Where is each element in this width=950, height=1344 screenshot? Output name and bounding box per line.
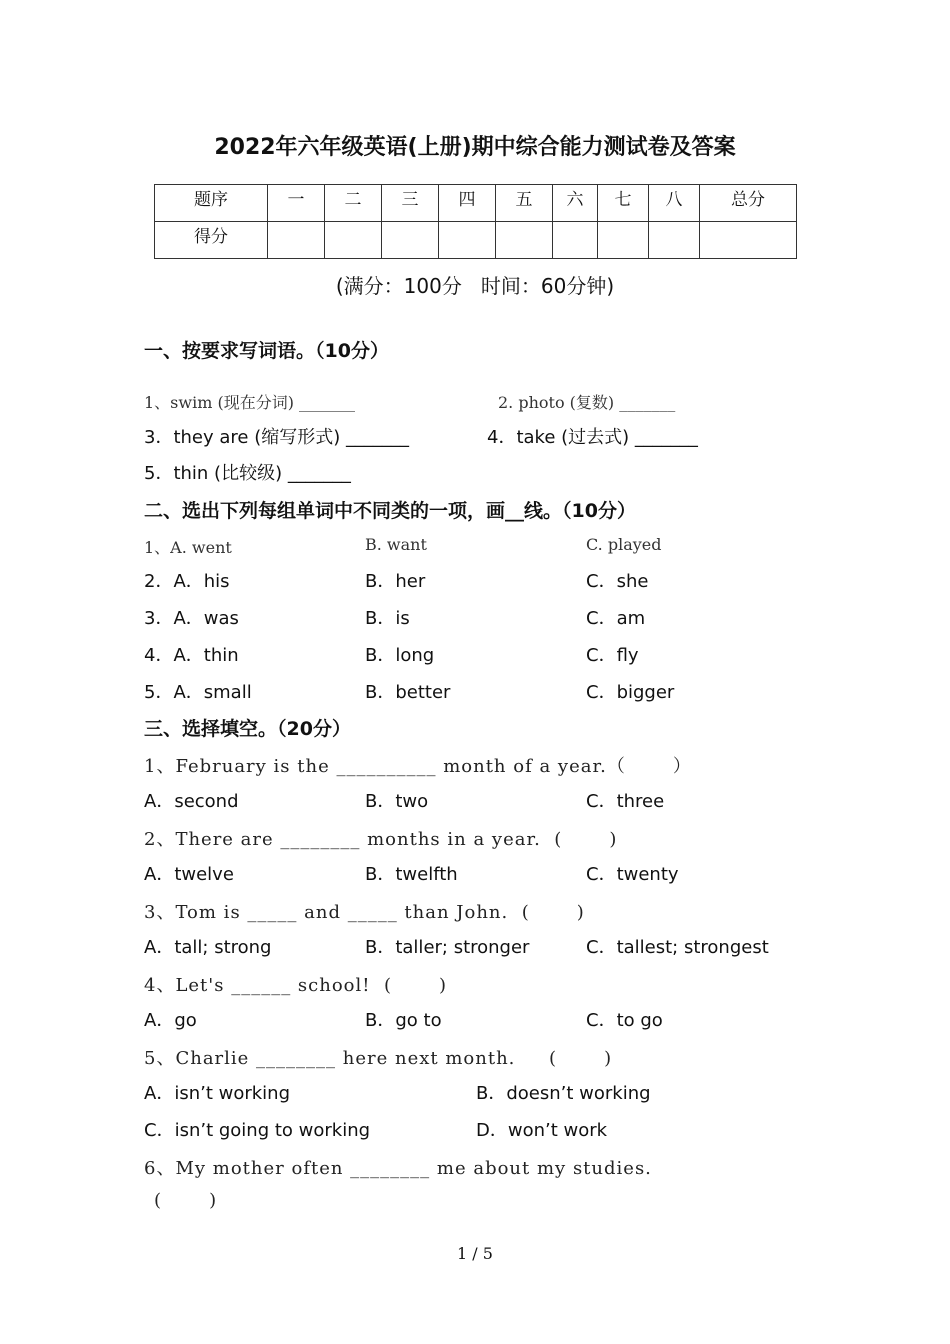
s3-q4-c: C．to go	[586, 1010, 663, 1031]
exam-note: (满分：100分 时间：60分钟)	[335, 274, 615, 298]
s3-q4: 4、Let's ______ school! ( )	[144, 975, 448, 996]
score-blank	[700, 222, 797, 259]
s1-q2: 2. photo (复数) _______	[498, 393, 676, 412]
s2-r4-a: 4．A．thin	[144, 645, 239, 666]
score-table-cell: 三	[382, 185, 439, 222]
s3-q4-b: B．go to	[365, 1010, 442, 1031]
s3-q5-a: A．isn’t working	[144, 1083, 290, 1104]
s3-q5-b: B．doesn’t working	[476, 1083, 651, 1104]
s2-r5-a: 5．A．small	[144, 682, 252, 703]
score-table-cell: 八	[649, 185, 700, 222]
score-blank	[325, 222, 382, 259]
s2-r1-b: B. want	[365, 535, 427, 554]
section2-heading: 二、选出下列每组单词中不同类的一项，画__线。（10分）	[144, 500, 636, 522]
s2-r2-b: B．her	[365, 571, 426, 592]
s3-q3-a: A．tall; strong	[144, 937, 272, 958]
score-table-cell: 二	[325, 185, 382, 222]
s3-q2-c: C．twenty	[586, 864, 679, 885]
score-table-cell: 四	[439, 185, 496, 222]
s3-q3-b: B．taller; stronger	[365, 937, 530, 958]
s2-r5-b: B．better	[365, 682, 451, 703]
s3-q5-d: D．won’t work	[476, 1120, 608, 1141]
score-table	[154, 184, 797, 259]
s2-r4-c: C．fly	[586, 645, 639, 666]
score-blank	[496, 222, 553, 259]
score-table-cell: 总分	[700, 185, 797, 222]
s2-r1-a: 1、A. went	[144, 538, 232, 557]
s2-r1-c: C. played	[586, 535, 662, 554]
s3-q6: 6、My mother often ________ me about my studies.	[144, 1158, 652, 1179]
score-blank	[598, 222, 649, 259]
s1-q4: 4．take (过去式) _______	[487, 427, 698, 448]
s3-q5: 5、Charlie ________ here next month. ( )	[144, 1048, 613, 1069]
score-table-cell: 五	[496, 185, 553, 222]
s3-q6-paren: ( )	[154, 1190, 218, 1211]
score-table-header-row	[155, 185, 797, 222]
s3-q4-a: A．go	[144, 1010, 197, 1031]
s3-q3: 3、Tom is _____ and _____ than John. ( )	[144, 902, 585, 923]
s2-r3-a: 3．A．was	[144, 608, 239, 629]
s3-q2: 2、There are ________ months in a year. ( )	[144, 829, 618, 850]
score-table-cell: 六	[553, 185, 598, 222]
score-table-cell: 得分	[155, 222, 268, 259]
s2-r3-c: C．am	[586, 608, 646, 629]
s2-r5-c: C．bigger	[586, 682, 675, 703]
score-table-cell: 七	[598, 185, 649, 222]
score-table-cell: 题序	[155, 185, 268, 222]
score-blank	[268, 222, 325, 259]
s2-r2-c: C．she	[586, 571, 649, 592]
s3-q2-a: A．twelve	[144, 864, 234, 885]
score-table-score-row	[155, 222, 797, 259]
s3-q1: 1、February is the __________ month of a year.（ ）	[144, 756, 692, 777]
s2-r2-a: 2．A．his	[144, 571, 230, 592]
s2-r4-b: B．long	[365, 645, 435, 666]
score-blank	[649, 222, 700, 259]
section3-heading: 三、选择填空。（20分）	[144, 718, 351, 740]
s3-q1-c: C．three	[586, 791, 665, 812]
s3-q1-a: A．second	[144, 791, 239, 812]
s1-q5: 5．thin (比较级) _______	[144, 463, 351, 484]
s3-q5-c: C．isn’t going to working	[144, 1120, 371, 1141]
s3-q3-c: C．tallest; strongest	[586, 937, 769, 958]
page-title: 2022年六年级英语(上册)期中综合能力测试卷及答案	[214, 135, 736, 160]
score-table-cell: 一	[268, 185, 325, 222]
page-number: 1 / 5	[457, 1244, 493, 1263]
s2-r3-b: B．is	[365, 608, 410, 629]
s1-q1: 1、swim (现在分词) _______	[144, 393, 356, 412]
s3-q2-b: B．twelfth	[365, 864, 458, 885]
section1-heading: 一、按要求写词语。（10分）	[144, 340, 389, 362]
s3-q1-b: B．two	[365, 791, 429, 812]
score-blank	[439, 222, 496, 259]
score-blank	[553, 222, 598, 259]
s1-q3: 3．they are (缩写形式) _______	[144, 427, 409, 448]
score-blank	[382, 222, 439, 259]
